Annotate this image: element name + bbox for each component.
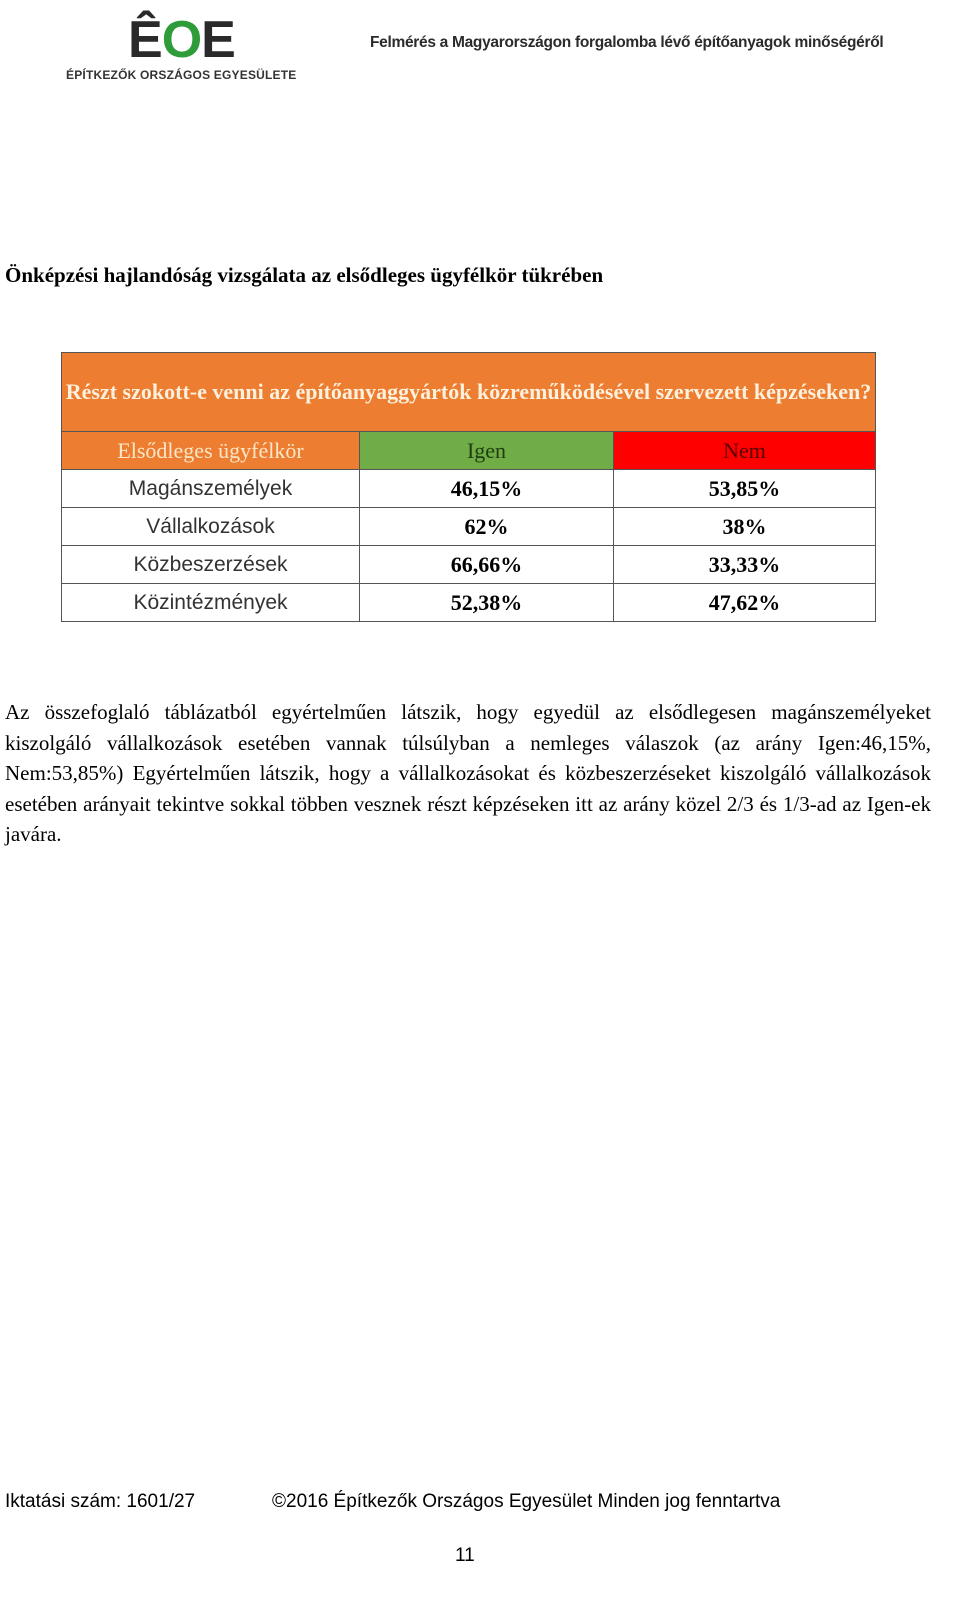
row-yes-value: 62% bbox=[360, 508, 614, 546]
survey-question: Részt szokott-e venni az építőanyaggyártók közreműködésével szervezett képzéseken? bbox=[62, 353, 876, 432]
survey-results-table bbox=[61, 352, 876, 622]
row-no-value: 38% bbox=[614, 508, 876, 546]
row-category: Közbeszerzések bbox=[62, 546, 360, 584]
row-category: Vállalkozások bbox=[62, 508, 360, 546]
table-row bbox=[62, 470, 876, 508]
summary-paragraph: Az összefoglaló táblázatból egyértelműen látszik, hogy egyedül az elsődlegesen magánszemélyeket kiszolgáló vállalkozások esetében vannak túlsúlyban a nemleges válaszok (az arány Igen:46,15%, Nem:53,85%) Egyértelműen látszik, hogy a vállalkozásokat és közbeszerzéseket kiszolgáló vállalkozások esetében arányait tekintve sokkal többen vesznek részt képzéseken itt az arány közel 2/3 és 1/3-ad az Igen-ek javára. bbox=[5, 700, 931, 846]
column-header-no: Nem bbox=[614, 432, 876, 470]
section-title: Önképzési hajlandóság vizsgálata az elsődleges ügyfélkör tükrében bbox=[5, 263, 604, 287]
document-header-title: Felmérés a Magyarországon forgalomba lévő építőanyagok minőségéről bbox=[370, 34, 884, 51]
table-row bbox=[62, 546, 876, 584]
table-row bbox=[62, 508, 876, 546]
question-row bbox=[62, 353, 876, 432]
row-category: Közintézmények bbox=[62, 584, 360, 622]
row-no-value: 33,33% bbox=[614, 546, 876, 584]
organization-logo bbox=[66, 2, 298, 88]
page-number: 11 bbox=[455, 1545, 475, 1566]
column-header-category: Elsődleges ügyfélkör bbox=[62, 432, 360, 470]
table-row bbox=[62, 584, 876, 622]
row-yes-value: 46,15% bbox=[360, 470, 614, 508]
logo-organization-name: ÉPÍTKEZŐK ORSZÁGOS EGYESÜLETE bbox=[66, 68, 297, 82]
footer-reference-number: Iktatási szám: 1601/27 bbox=[5, 1491, 196, 1512]
header-row bbox=[62, 432, 876, 470]
row-no-value: 47,62% bbox=[614, 584, 876, 622]
logo-mark: ÊOE bbox=[128, 11, 235, 69]
column-header-yes: Igen bbox=[360, 432, 614, 470]
row-category: Magánszemélyek bbox=[62, 470, 360, 508]
row-no-value: 53,85% bbox=[614, 470, 876, 508]
row-yes-value: 52,38% bbox=[360, 584, 614, 622]
row-yes-value: 66,66% bbox=[360, 546, 614, 584]
footer-copyright: ©2016 Építkezők Országos Egyesület Minden jog fenntartva bbox=[272, 1491, 781, 1512]
